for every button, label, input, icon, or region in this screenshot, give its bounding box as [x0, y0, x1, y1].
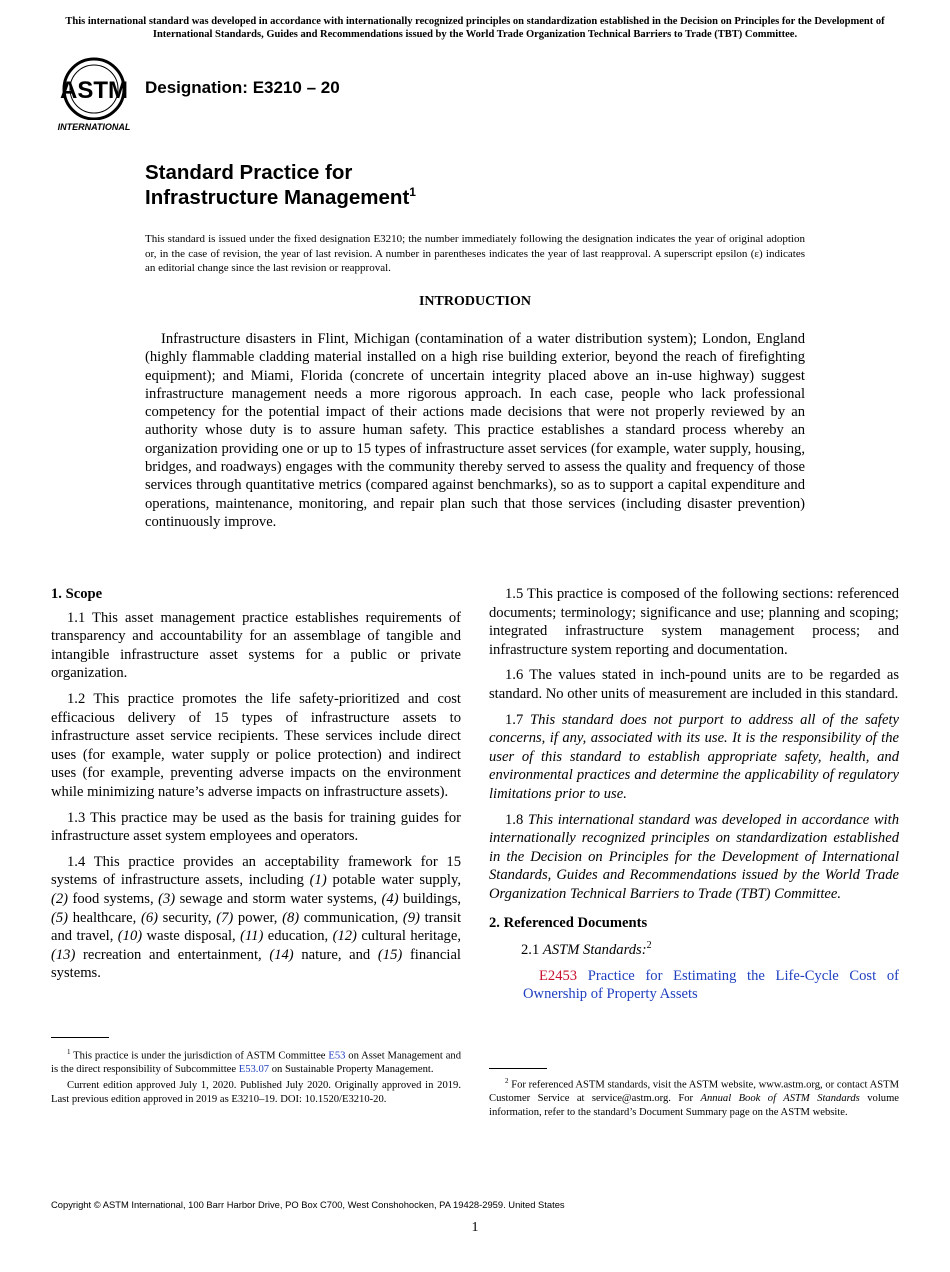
- system-item: [240, 928, 328, 944]
- system-item-text: recreation and entertainment,: [83, 946, 262, 963]
- footnote-2-mark: 2: [646, 940, 652, 952]
- paragraph-1-8: 1.8 This international standard was developed in accordance with internationally recognized principles on standardization established in the Decision on Principles for the Development of International Standards, Guides and Recommendations issued by the World Trade Organization Technical Barriers to Trade (TBT) Committee.: [489, 811, 900, 902]
- paragraph-1-7-text: This standard does not purport to address all of the safety concerns, if any, associated with its use. It is the responsibility of the user of this standard to establish appropriate safety, health, and environmental practices and determine the applicability of regulatory limitations prior to use.: [489, 711, 899, 802]
- footnote-1-text: $^1$ This practice is under the jurisdiction of ASTM Committee E53 on Asset Management and is the direct responsibility of Subcommittee E53.07 on Sustainable Property Management.: [51, 1048, 461, 1076]
- system-item-number: (15): [377, 946, 403, 963]
- astm-standards-subheading: 2.1 ASTM Standards:$^2$: [521, 940, 652, 958]
- title-text: Infrastructure Management: [145, 186, 410, 209]
- subcommittee-e53-07-link[interactable]: E53.07: [238, 1064, 270, 1076]
- system-item-text: power,: [237, 909, 278, 926]
- system-item: [333, 928, 461, 944]
- system-item-number: (13): [51, 946, 76, 963]
- designation-value: E3210 – 20: [252, 78, 340, 97]
- system-item-text: healthcare,: [72, 909, 137, 926]
- system-item-number: (9): [402, 909, 420, 926]
- system-item: [282, 910, 398, 926]
- system-item-number: (8): [282, 909, 300, 926]
- paragraph-1-7: 1.7 This standard does not purport to address all of the safety concerns, if any, associated with its use. It is the responsibility of the user of this standard to establish appropriate safety, health, and environmental practices and determine the applicability of regulatory limitations prior to use.: [489, 711, 899, 802]
- footnote-1-mark: 1: [67, 1048, 71, 1056]
- introduction-heading: INTRODUCTION: [418, 294, 531, 309]
- standard-designation-note: This standard is issued under the fixed designation E3210; the number immediately following the designation indicates the year of original adoption or, in the case of revision, the year of last revision. A number in parentheses indicates the year of last reapproval. A superscript epsilon (ε) indicates an editorial change since the last revision or reapproval.: [145, 233, 805, 274]
- reference-title-link[interactable]: Practice for Estimating the Life-Cycle Cost of Ownership of Property Assets: [523, 967, 899, 1003]
- footnote-1-edition: Current edition approved July 1, 2020. Published July 2020. Originally approved in 2019. Last previous edition approved in 2019 as E3210–19. DOI: 10.1520/E3210-20.: [51, 1079, 461, 1105]
- referenced-documents-heading: 2. Referenced Documents: [489, 914, 648, 931]
- system-item-number: (12): [332, 928, 357, 945]
- footnote-rule-right: [489, 1068, 547, 1069]
- committee-e53-link[interactable]: E53: [328, 1050, 346, 1062]
- designation-label: Designation:: [145, 78, 248, 97]
- system-item: [158, 891, 377, 907]
- system-item-text: sewage and storm water systems,: [179, 890, 378, 907]
- system-item: [51, 947, 262, 963]
- footnote-2-number: 2: [505, 1077, 509, 1085]
- system-item: [118, 928, 236, 944]
- system-item: [51, 891, 154, 907]
- system-item-number: (11): [240, 928, 264, 945]
- system-item: [382, 891, 462, 907]
- system-item-number: (6): [140, 909, 158, 926]
- top-notice: This international standard was developed in accordance with internationally recognized principles on standardization established in the Decision on Principles for the Development of International Standards, Guides and Recommendations issued by the World Trade Organization Technical Barriers to Trade (TBT) Committee.: [65, 16, 885, 40]
- footnote-2-text: $^2$ For referenced ASTM standards, visit the ASTM website, www.astm.org, or contact ASTM Customer Service at service@astm.org. For Annual Book of ASTM Standards volume information, refer to the standard’s Document Summary page on the ASTM website.: [489, 1077, 900, 1118]
- system-item-text: food systems,: [72, 890, 154, 907]
- paragraph-1-3: 1.3 This practice may be used as the basis for training guides for infrastructure asset system employees and operators.: [51, 809, 461, 845]
- system-item-text: waste disposal,: [146, 928, 236, 945]
- scope-heading: 1. Scope: [51, 586, 103, 602]
- paragraph-1-4: [51, 853, 461, 983]
- paragraph-1-4-intro: 1.4 This practice provides an acceptability framework for 15 systems of infrastructure assets, including: [51, 853, 461, 889]
- system-item-text: transit and travel,: [51, 909, 462, 945]
- footnote-rule-left: [51, 1037, 109, 1038]
- left-column: [51, 585, 461, 990]
- paragraph-1-2: 1.2 This practice promotes the life safety-prioritized and cost efficacious delivery of 15 types of infrastructure assets to infrastructure asset service recipients. These services include direct uses (for example, water supply or police protection) and indirect uses (for example, preventing adverse impacts on the environment while minimizing nature’s adverse impacts on infrastructure assets).: [51, 690, 461, 800]
- title-footnote-mark: 1: [409, 185, 416, 200]
- title-line-1: Standard Practice for: [145, 161, 353, 184]
- footnote-2: [489, 1075, 899, 1122]
- system-item-number: (5): [51, 909, 69, 926]
- system-item: [310, 872, 461, 888]
- paragraph-1-1: 1.1 This asset management practice establishes requirements of transparency and accountability for an assemblage of tangible and intangible infrastructure asset systems for a public or private organization.: [51, 609, 461, 682]
- system-item-text: communication,: [303, 909, 399, 926]
- paragraph-1-5: 1.5 This practice is composed of the following sections: referenced documents; terminology; significance and use; planning and scoping; integrated infrastructure system management process; and infrastructure system reporting and documentation.: [489, 586, 899, 658]
- title-line-2: [145, 185, 416, 210]
- astm-logo-icon: [54, 56, 134, 132]
- system-item-number: (10): [117, 928, 143, 945]
- footnote-1: [51, 1046, 461, 1108]
- system-item-text: cultural heritage,: [361, 928, 461, 945]
- system-item-number: (7): [216, 909, 234, 926]
- paragraph-1-6: 1.6 The values stated in inch-pound units are to be regarded as standard. No other units of measurement are included in this standard.: [489, 667, 899, 702]
- copyright-line: Copyright © ASTM International, 100 Barr Harbor Drive, PO Box C700, West Conshohocken, PA 19428-2959. United States: [51, 1199, 565, 1210]
- system-item-number: (3): [158, 890, 176, 907]
- reference-e2453[interactable]: [489, 967, 899, 1004]
- system-item-text: buildings,: [403, 890, 462, 907]
- system-item: [216, 910, 277, 926]
- introduction-text: Infrastructure disasters in Flint, Michigan (contamination of a water distribution system); London, England (highly flammable cladding material installed on a high rise building exterior, beyond the reach of firefighting equipment); and Miami, Florida (concrete of uncertain integrity placed above an in-use highway) suggest infrastructure management needs a more rigorous approach. In each case, people who lack professional competency for the potential impact of their actions made decisions that were not properly reviewed by an authority whose duty is to assure human safety. This practice establishes a standard process whereby an organization providing one or up to 15 types of infrastructure asset services (for example, water supply, housing, bridges, and roadways) engages with the community thereby served to assess the quality and frequency of those services through quantitative metrics (compared against benchmarks), so as to support a capital expenditure and operations, maintenance, monitoring, and repair plan such that those services (including disaster prevention) continuously improve.: [145, 331, 805, 530]
- system-item-number: (4): [381, 890, 399, 907]
- system-item-text: nature, and: [301, 946, 371, 963]
- logo-text: ASTM: [60, 77, 128, 104]
- system-item-text: financial systems.: [51, 946, 461, 982]
- right-column: [489, 585, 899, 1011]
- page-number: 1: [471, 1220, 479, 1235]
- logo-subtext: INTERNATIONAL: [57, 122, 131, 132]
- document-title: [145, 160, 416, 210]
- system-item-text: potable water supply,: [332, 872, 461, 889]
- reference-code-link[interactable]: E2453: [539, 967, 578, 984]
- system-item: [141, 910, 212, 926]
- system-item-number: (14): [269, 946, 294, 963]
- system-item-number: (1): [309, 872, 327, 889]
- system-item: [51, 910, 136, 926]
- system-item: [269, 947, 370, 963]
- system-item-number: (2): [51, 890, 69, 907]
- system-item-text: education,: [267, 928, 329, 945]
- paragraph-1-8-text: This international standard was developed in accordance with internationally recognized principles on standardization established in the Decision on Principles for the Development of International Standards, Guides and Recommendations issued by the World Trade Organization Technical Barriers to Trade (TBT) Committee.: [489, 811, 900, 902]
- designation: [145, 78, 340, 98]
- system-item-text: security,: [162, 909, 212, 926]
- infrastructure-systems-list: [51, 872, 461, 981]
